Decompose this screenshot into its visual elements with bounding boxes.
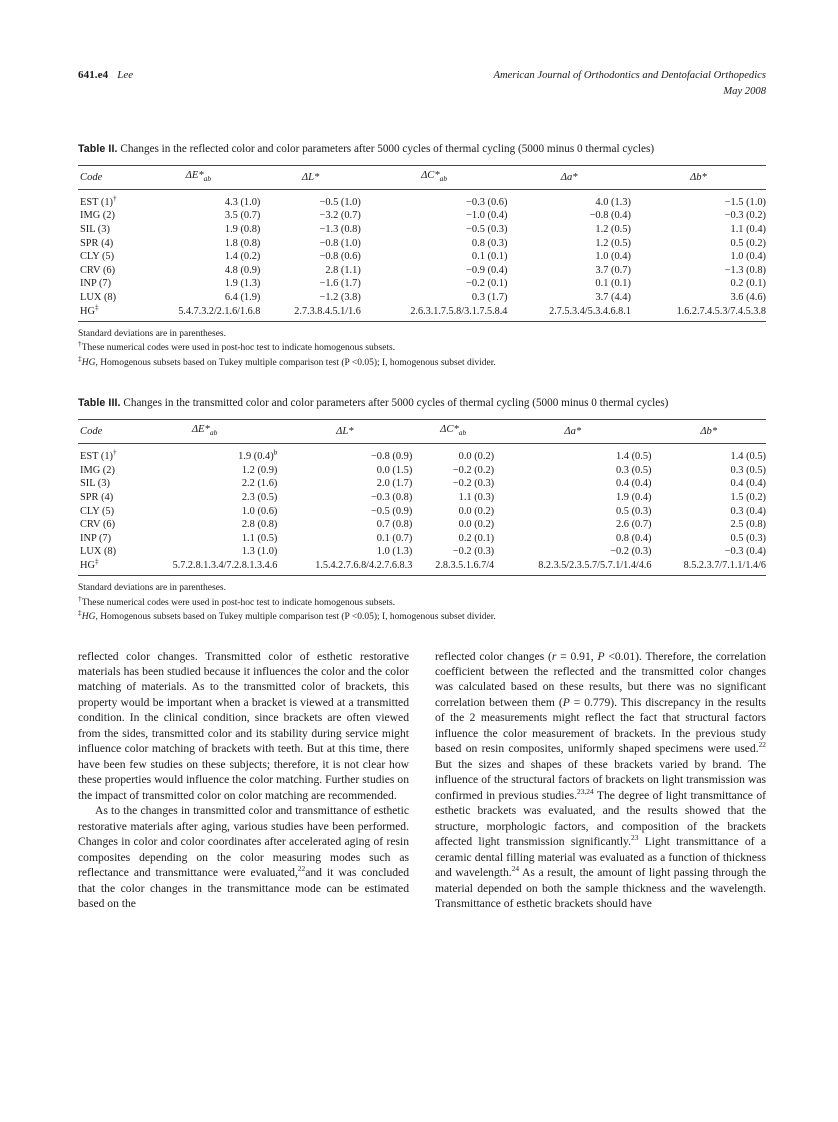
cell-dl: 1.0 (1.3): [376, 546, 413, 558]
cell-de: 2.3 (0.5): [241, 491, 278, 503]
paragraph: reflected color changes. Transmitted color of esthetic restorative materials has been studied because it influences the color and the color matching of materials. As to the transmitted color of brackets, this property would be important when a bracket is viewed at a transmitted condition. In the clinical condition, since brackets are often viewed from the sides, transmitted color and its stability during service might influence color matching of brackets with teeth. But at this time, there have been few studies on these subjects; therefore, it is not clear how these properties would influence the color matching. Further studies on the impact of transmitted color on color matching are recommended.: [78, 649, 409, 802]
cell-dc: −1.0 (0.4): [466, 210, 508, 222]
footnote-text: , Homogenous subsets based on Tukey multiple comparison test (P <0.05); I, homogenous subset divider.: [95, 357, 496, 368]
cell-dl: −1.3 (0.8): [319, 223, 361, 235]
cell-de: 2.8 (0.8): [241, 519, 278, 531]
table-2-caption: [78, 142, 766, 158]
table-row: [78, 223, 766, 237]
table-row: [78, 291, 766, 305]
footnote-marker: ‡: [78, 607, 82, 617]
cell-de: 6.4 (1.9): [224, 291, 261, 303]
paragraph: As to the changes in transmitted color and transmittance of esthetic restorative materials after aging, various studies have been performed. Changes in color and color coordinates after accelerated aging of resin composites depending on the color measuring modes such as reflectance and transmittance were evaluated,$^{22}$and it was concluded that the color changes in the transmittance mode can be estimated based on the: [78, 804, 409, 911]
row-code: LUX (8): [80, 291, 117, 303]
cell-dc: 0.8 (0.3): [471, 237, 508, 249]
cell-da: 0.5 (0.3): [615, 505, 652, 517]
paragraph-tail: and it was concluded that the color changes in the transmittance mode can be estimated based on the: [78, 866, 409, 911]
row-code: LUX (8): [80, 546, 117, 558]
paragraph: reflected color changes (r = 0.91, P <0.01). Therefore, the correlation coefficient between the reflected and the transmitted color changes was calculated based on these results, but there was no significant correlation between them (P = 0.779). This discrepancy in the results of the 2 measurements might reflect the fact that structural factors influence the color measurement of brackets. In the previous study based on resin composites, uniformly shaped specimens were used.$^{22}$ But the sizes and shapes of these brackets varied by brand. The influence of the structural factors of brackets on light transmission was confirmed in previous studies.$^{23,24}$ The degree of light transmittance of esthetic brackets was evaluated, and the results showed that the structure, morphologic factors, and composition of the brackets affected light transmission significantly.$^{23}$ Light transmittance of a ceramic dental filling material was evaluated as a function of thickness and wavelength.$^{24}$ As a result, the amount of light passing through the material depended on both the sample thickness and the wavelength. Transmittance of esthetic brackets should have: [435, 649, 767, 911]
footnote-marker: ‡: [95, 302, 99, 312]
cell-dl: −3.2 (0.7): [319, 210, 361, 222]
table-3-th-code: Code: [78, 420, 132, 444]
cell-dc: 0.1 (0.1): [471, 251, 508, 263]
cell-dc: −0.2 (0.1): [466, 278, 508, 290]
table-2-block: [78, 142, 766, 370]
table-3-caption: [78, 396, 766, 412]
journal-title: American Journal of Orthodontics and Dentofacial Orthopedics: [493, 70, 766, 81]
cell-db: −1.3 (0.8): [724, 264, 766, 276]
table-2-head: [78, 165, 766, 189]
cell-da: 0.8 (0.4): [615, 532, 652, 544]
table-2-th-code: Code: [78, 165, 136, 189]
cell-db: 0.5 (0.3): [730, 532, 766, 544]
page-number: 641.e4: [78, 69, 109, 81]
cell-da: 0.4 (0.4): [615, 478, 652, 490]
cell-de: 1.9 (0.8): [224, 223, 261, 235]
cell-dl: −0.5 (0.9): [370, 505, 413, 517]
row-code: SIL (3): [80, 223, 110, 235]
row-code: INP (7): [80, 278, 112, 290]
table-3-th-delta-b: Δb*: [651, 420, 766, 444]
table-2-th-delta-b: Δb*: [631, 165, 766, 189]
row-code: HG‡: [80, 302, 99, 317]
table-row: [78, 545, 766, 559]
row-code: IMG (2): [80, 210, 115, 222]
table-footnote: [78, 353, 766, 370]
cell-da: 3.7 (0.7): [595, 264, 631, 276]
cell-dc: 0.0 (0.2): [458, 505, 495, 517]
cell-dl: 2.8 (1.1): [325, 264, 361, 276]
cell-dl: −0.8 (0.6): [319, 251, 361, 263]
table-2-th-delta-e: $\Delta E*_{ab}$: [136, 165, 260, 189]
row-code: HG‡: [80, 556, 99, 571]
table-3-th-delta-l: ΔL*: [277, 420, 412, 444]
row-code: SIL (3): [80, 478, 110, 490]
page-content: [78, 68, 766, 912]
table-footnote: [78, 593, 766, 610]
footnote-marker: †: [113, 193, 117, 203]
table-footnote: [78, 327, 766, 341]
cell-dc: −0.9 (0.4): [466, 264, 508, 276]
footnote-text: Standard deviations are in parentheses.: [78, 583, 226, 594]
row-code: CRV (6): [80, 264, 116, 276]
cell-hg-de: 5.7.2.8.1.3.4/7.2.8.1.3.4.6: [172, 559, 278, 571]
table-3-th-delta-a: Δa*: [494, 420, 651, 444]
cell-dc: 0.2 (0.1): [458, 532, 495, 544]
table-2-th-delta-l: ΔL*: [260, 165, 360, 189]
table-2-body: [78, 189, 766, 318]
running-head-right: [494, 68, 766, 100]
row-code: CLY (5): [80, 251, 115, 263]
cell-dc: −0.5 (0.3): [466, 223, 508, 235]
cell-dc: 0.3 (1.7): [471, 291, 508, 303]
table-footnote: [78, 607, 766, 624]
table-row: [78, 504, 766, 518]
cell-db: 0.5 (0.2): [730, 237, 766, 249]
table-row: [78, 518, 766, 532]
footnote-marker: ‡: [95, 556, 99, 566]
cell-dl: −0.8 (0.9): [370, 451, 413, 463]
cell-de: 4.3 (1.0): [224, 196, 261, 208]
citation-ref: 22: [297, 864, 306, 874]
cell-db: −0.3 (0.4): [724, 546, 766, 558]
table-row: [78, 277, 766, 291]
citation-ref: 23,24: [577, 786, 594, 796]
table-2-label: Table II.: [78, 142, 118, 155]
row-code: EST (1)†: [80, 447, 117, 463]
cell-dc: 0.0 (0.2): [458, 451, 495, 463]
table-row: [78, 491, 766, 505]
table-row: [78, 463, 766, 477]
cell-de: 1.2 (0.9): [241, 464, 278, 476]
cell-db: 1.4 (0.5): [730, 451, 766, 463]
citation-ref: 23: [631, 833, 639, 843]
cell-db: 3.6 (4.6): [730, 291, 766, 303]
cell-hg-dl: 1.5.4.2.7.6.8/4.2.7.6.8.3: [315, 559, 413, 571]
table-2-header-row: [78, 165, 766, 189]
cell-de: 1.9 (1.3): [224, 278, 261, 290]
footnote-text: Standard deviations are in parentheses.: [78, 328, 226, 339]
cell-da: 3.7 (4.4): [595, 291, 631, 303]
running-head: [78, 68, 766, 100]
body-column-right: [435, 649, 766, 912]
cell-dl: 0.7 (0.8): [376, 519, 413, 531]
cell-da: 0.3 (0.5): [615, 464, 652, 476]
cell-da: 1.0 (0.4): [595, 251, 631, 263]
cell-da: 1.2 (0.5): [595, 237, 631, 249]
footnote-text: These numerical codes were used in post-hoc test to indicate homogenous subsets.: [81, 597, 396, 608]
footnote-marker: †: [78, 339, 82, 349]
cell-de: 1.8 (0.8): [224, 237, 261, 249]
body-column-left: [78, 649, 409, 912]
body-text: [78, 649, 766, 912]
row-code: EST (1)†: [80, 193, 117, 208]
table-row: [78, 263, 766, 277]
cell-db: 1.1 (0.4): [730, 223, 766, 235]
cell-db: 1.0 (0.4): [730, 251, 766, 263]
cell-dc: 1.1 (0.3): [458, 491, 495, 503]
footnote-text: , Homogenous subsets based on Tukey multiple comparison test (P <0.05); I, homogenous subset divider.: [95, 612, 496, 623]
footnote-marker: †: [113, 447, 117, 457]
running-head-author: Lee: [117, 69, 134, 81]
cell-dl: 2.0 (1.7): [376, 478, 413, 490]
table-row-hg: [78, 304, 766, 318]
cell-dl: −1.2 (3.8): [319, 291, 361, 303]
cell-dl: −0.5 (1.0): [319, 196, 361, 208]
cell-dl: 0.1 (0.7): [376, 532, 413, 544]
table-row-hg: [78, 559, 766, 573]
footnote-text: These numerical codes were used in post-hoc test to indicate homogenous subsets.: [81, 343, 396, 354]
cell-de: 1.9 $(0.4)^b$: [238, 447, 278, 463]
table-row: [78, 477, 766, 491]
cell-da: 1.4 (0.5): [615, 451, 652, 463]
cell-de: 1.4 (0.2): [224, 251, 261, 263]
issue-date: May 2008: [723, 85, 766, 97]
cell-de: 4.8 (0.9): [224, 264, 261, 276]
table-3-body: [78, 444, 766, 573]
table-row: [78, 209, 766, 223]
table-3-block: [78, 396, 766, 624]
footnote-term: HG: [81, 612, 96, 623]
cell-dl: −0.8 (1.0): [319, 237, 361, 249]
table-3-header-row: [78, 420, 766, 444]
cell-da: −0.8 (0.4): [589, 210, 631, 222]
cell-dc: −0.3 (0.6): [466, 196, 508, 208]
cell-hg-de: 5.4.7.3.2/2.1.6/1.6.8: [178, 305, 261, 317]
footnote-marker: †: [78, 593, 82, 603]
cell-dl: −0.3 (0.8): [370, 491, 413, 503]
table-3-th-delta-e: $\Delta E*_{ab}$: [132, 420, 278, 444]
citation-ref: 24: [511, 864, 520, 874]
table-3-footnotes: [78, 575, 766, 624]
table-2-th-delta-c: $\Delta C*_{ab}$: [361, 165, 508, 189]
table-3-caption-text: Changes in the transmitted color and color parameters after 5000 cycles of thermal cycling (5000 minus 0 thermal cycles): [123, 397, 669, 410]
cell-db: −0.3 (0.2): [724, 210, 766, 222]
cell-hg-db: 8.5.2.3.7/7.1.1/1.4/6: [683, 559, 766, 571]
row-code: SPR (4): [80, 491, 114, 503]
table-2-footnotes: [78, 321, 766, 370]
citation-ref: 22: [758, 740, 766, 750]
cell-de: 2.2 (1.6): [241, 478, 278, 490]
cell-de: 1.1 (0.5): [241, 532, 278, 544]
cell-db: 0.3 (0.4): [730, 505, 766, 517]
cell-hg-dl: 2.7.3.8.4.5.1/1.6: [294, 305, 361, 317]
row-code: SPR (4): [80, 237, 114, 249]
cell-db: 1.5 (0.2): [730, 491, 766, 503]
cell-db: 0.2 (0.1): [730, 278, 766, 290]
footnote-term: HG: [81, 357, 96, 368]
table-3-head: [78, 420, 766, 444]
cell-dc: 0.0 (0.2): [458, 519, 495, 531]
cell-db: −1.5 (1.0): [724, 196, 766, 208]
cell-hg-dc: 2.6.3.1.7.5.8/3.1.7.5.8.4: [410, 305, 508, 317]
table-row: [78, 444, 766, 464]
cell-dc: −0.2 (0.3): [452, 478, 495, 490]
cell-da: 0.1 (0.1): [595, 278, 631, 290]
cell-de: 1.0 (0.6): [241, 505, 278, 517]
table-2-th-delta-a: Δa*: [507, 165, 631, 189]
cell-db: 0.3 (0.5): [730, 464, 766, 476]
cell-dl: −1.6 (1.7): [319, 278, 361, 290]
cell-de: 1.3 (1.0): [241, 546, 278, 558]
footnote-marker: b: [273, 447, 278, 457]
cell-de: 3.5 (0.7): [224, 210, 261, 222]
row-code: CLY (5): [80, 505, 115, 517]
row-code: INP (7): [80, 532, 112, 544]
cell-dl: 0.0 (1.5): [376, 464, 413, 476]
cell-da: 4.0 (1.3): [595, 196, 631, 208]
table-footnote: [78, 341, 766, 355]
running-head-left: [78, 68, 133, 84]
table-2-caption-text: Changes in the reflected color and color parameters after 5000 cycles of thermal cycling (5000 minus 0 thermal cycles): [120, 142, 655, 155]
table-3-th-delta-c: $\Delta C*_{ab}$: [412, 420, 494, 444]
cell-da: −0.2 (0.3): [610, 546, 652, 558]
cell-hg-da: 2.7.5.3.4/5.3.4.6.8.1: [549, 305, 631, 317]
cell-hg-da: 8.2.3.5/2.3.5.7/5.7.1/1.4/4.6: [538, 559, 652, 571]
table-row: [78, 531, 766, 545]
table-3-label: Table III.: [78, 397, 121, 410]
cell-db: 0.4 (0.4): [730, 478, 766, 490]
cell-dc: −0.2 (0.3): [452, 546, 495, 558]
footnote-marker: ‡: [78, 353, 82, 363]
table-row: [78, 236, 766, 250]
cell-da: 2.6 (0.7): [615, 519, 652, 531]
cell-da: 1.9 (0.4): [615, 491, 652, 503]
table-2: [78, 165, 766, 318]
table-row: [78, 189, 766, 209]
row-code: CRV (6): [80, 519, 116, 531]
cell-hg-db: 1.6.2.7.4.5.3/7.4.5.3.8: [676, 305, 766, 317]
cell-dc: −0.2 (0.2): [452, 464, 495, 476]
table-3: [78, 419, 766, 572]
cell-da: 1.2 (0.5): [595, 223, 631, 235]
cell-hg-dc: 2.8.3.5.1.6.7/4: [435, 559, 495, 571]
table-row: [78, 250, 766, 264]
table-footnote: [78, 581, 766, 595]
row-code: IMG (2): [80, 464, 115, 476]
cell-db: 2.5 (0.8): [730, 519, 766, 531]
